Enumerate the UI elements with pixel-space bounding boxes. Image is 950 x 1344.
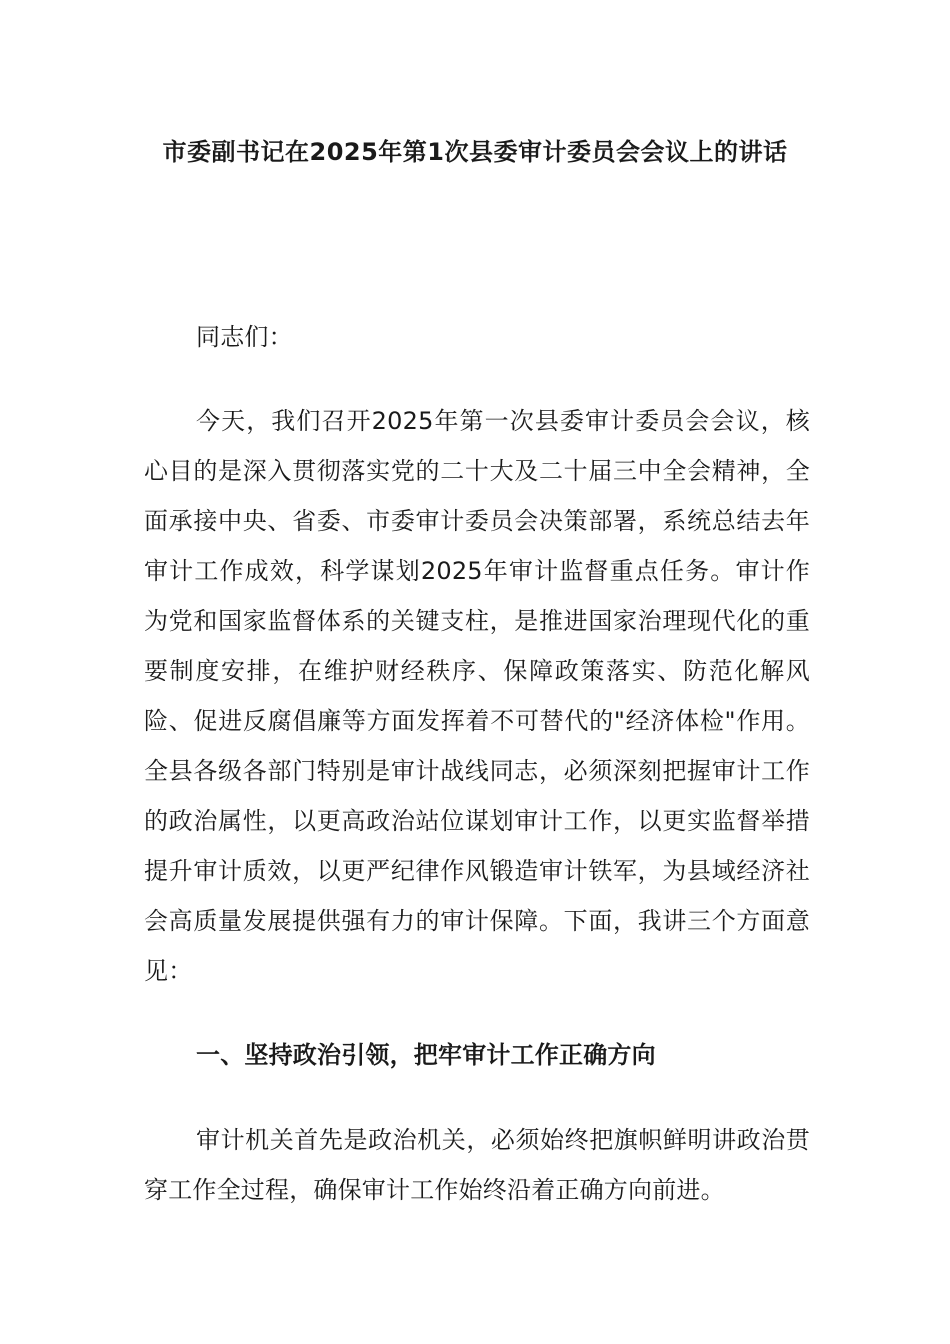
greeting-paragraph: 同志们： <box>196 323 293 351</box>
document-title: 市委副书记在2025年第1次县委审计委员会会议上的讲话 <box>162 138 788 166</box>
section-heading-1: 一、坚持政治引领，把牢审计工作正确方向 <box>196 1041 656 1069</box>
intro-paragraph: 今天，我们召开2025年第一次县委审计委员会会议，核心目的是深入贯彻落实党的二十大及二十届三中全会精神，全面承接中央、省委、市委审计委员会决策部署，系统总结去年审计工作成效，科学谋划2025年审计监督重点任务。审计作为党和国家监督体系的关键支柱，是推进国家治理现代化的重要制度安排，在维护财经秩序、保障政策落实、防范化解风险、促进反腐倡廉等方面发挥着不可替代的"经济体检"作用。全县各级各部门特别是审计战线同志，必须深刻把握审计工作的政治属性，以更高政治站位谋划审计工作，以更实监督举措提升审计质效，以更严纪律作风锻造审计铁军，为县域经济社会高质量发展提供强有力的审计保障。下面，我讲三个方面意见： <box>144 407 810 985</box>
section-1-paragraph: 审计机关首先是政治机关，必须始终把旗帜鲜明讲政治贯穿工作全过程，确保审计工作始终沿着正确方向前进。 <box>144 1126 810 1204</box>
